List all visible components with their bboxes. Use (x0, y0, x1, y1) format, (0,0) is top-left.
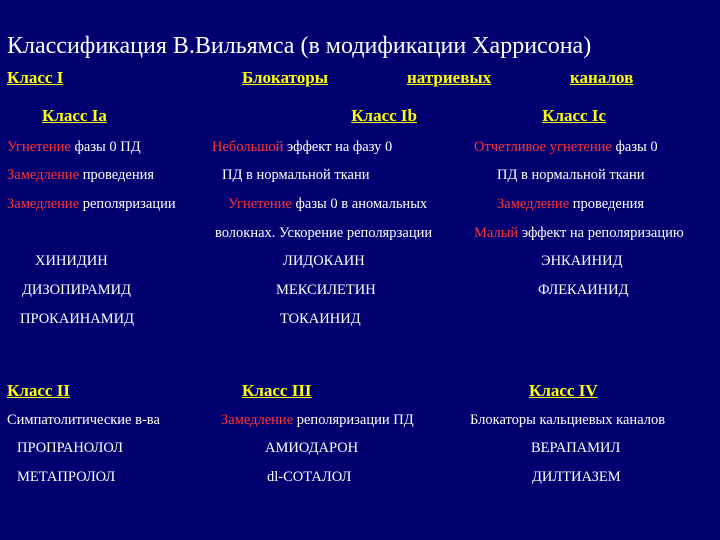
drug-item: ХИНИДИН (35, 253, 108, 269)
drug-item: ФЛЕКАИНИД (538, 282, 629, 298)
class-1b-desc-4: волокнах. Ускорение реполярзации (215, 225, 433, 241)
class-1a-desc-3: Замедление реполяризации (7, 196, 176, 212)
class-3-desc: Замедление реполяризации ПД (221, 412, 414, 428)
drug-item: ЭНКАИНИД (541, 253, 623, 269)
class-1c-desc-3: Замедление проведения (497, 196, 645, 212)
drug-item: dl-СОТАЛОЛ (267, 469, 352, 485)
class-2-desc: Симпатолитические в-ва (7, 412, 160, 428)
class-1b-desc-1: Небольшой эффект на фазу 0 (212, 139, 393, 155)
drug-item: МЕКСИЛЕТИН (276, 282, 376, 298)
channels-heading: каналов (570, 68, 634, 87)
drug-item: ПРОПРАНОЛОЛ (17, 440, 123, 456)
class-1b-desc-3: Угнетение фазы 0 в аномальных (228, 196, 428, 212)
sodium-heading: натриевых (407, 68, 492, 87)
drug-item: АМИОДАРОН (265, 440, 359, 456)
class-1a-heading: Класс Ia (42, 106, 107, 125)
class-1b-desc-2: ПД в нормальной ткани (222, 167, 370, 183)
class-3-heading: Класс III (242, 381, 312, 400)
class-1a-desc-1: Угнетение фазы 0 ПД (7, 139, 141, 155)
drug-item: ЛИДОКАИН (283, 253, 365, 269)
drug-item: ПРОКАИНАМИД (20, 311, 134, 327)
class-4-desc: Блокаторы кальциевых каналов (470, 412, 666, 428)
drug-item: МЕТАПРОЛОЛ (17, 469, 116, 485)
class-4-heading: Класс IV (529, 381, 598, 400)
class-1c-desc-2: ПД в нормальной ткани (497, 167, 645, 183)
drug-item: ВЕРАПАМИЛ (531, 440, 621, 456)
drug-item: ДИЗОПИРАМИД (22, 282, 131, 298)
class-1b-heading: Класс Ib (351, 106, 417, 125)
class-1a-desc-2: Замедление проведения (7, 167, 155, 183)
blockers-heading: Блокаторы (242, 68, 329, 87)
slide-title: Классификация В.Вильямса (в модификации Харрисона) (7, 33, 592, 59)
class-2-heading: Класс II (7, 381, 70, 400)
drug-item: ДИЛТИАЗЕМ (532, 469, 621, 485)
class-1c-heading: Класс Ic (542, 106, 606, 125)
class-1c-desc-4: Малый эффект на реполяризацию (474, 225, 684, 241)
class-1-heading: Класс I (7, 68, 64, 87)
drug-item: ТОКАИНИД (280, 311, 361, 327)
class-1c-desc-1: Отчетливое угнетение фазы 0 (474, 139, 658, 155)
